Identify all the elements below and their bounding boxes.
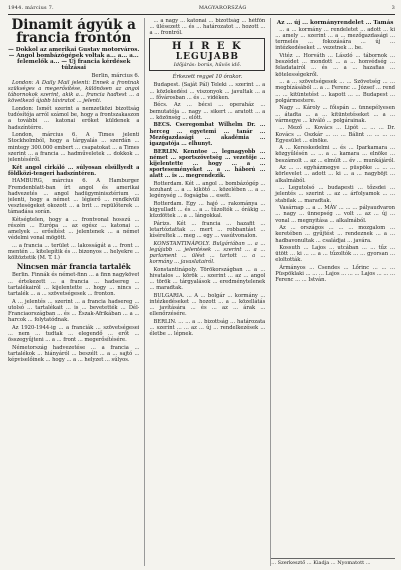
article-paragraph: ... Legutolsó ... budapesti ... tőzsdei ... jelentés ... szerint ... az ... árfolyamok ... ... stabilak ... maradtak.: [275, 185, 395, 204]
article-paragraph: Két angol cirkáló ... súlyosan elsüllyedt a földközi-tengeri hadszíntéren.: [8, 164, 140, 177]
article-paragraph: Németország hadvezetése ... a francia ... tartalékok ... hiányáról ... beszélt ... a ... sajtó ... képviselőinek ... hogy ... a ... helyzet ... súlyos.: [8, 344, 140, 363]
news-item: KONSTANTINÁPOLY. Bulgáriában ... a ... legújabb ... jelentések ... szerint ... a ... parlament ... ülést ... tartott ... a ... kormány ... javaslatairól.: [149, 240, 266, 266]
article-paragraph: Az ... ... egyházmegye ... püspöke ... ... ... körlevelet ... adott ... ki ... a ... nagyböjt ... alkalmából.: [275, 165, 395, 184]
article-paragraph: ... Mező ... Kovács ... Lipót ... ... ... Dr. Kovács ... Oszkár ... ... ... Bálint ... ... ... ... Egyesület ... elnöke.: [275, 125, 395, 144]
article-paragraph: London, március 6. A Times jelenti Stockholmból, hogy a tárgyalás ... szerdán ... mintegy 300.000 embert ... csapatokat ... a Times szerint ... a francia ... hadműveletek ... dokkok ... jelentéséről.: [8, 132, 140, 163]
article-paragraph: A ... Kereskedelmi ... és ... Iparkamara ... közgyűlésén ... ... a ... kamara ... elnöke ... beszámolt ... az ... elmúlt ... év ... munkájáról.: [275, 145, 395, 164]
article-paragraph: ... a ... kormány ... rendeletet ... adott ... ki ... amely ... szerint ... a ... mezőgazdasági ... termelés ... fokozására ... új ... intézkedéseket ... vezetnek ... be.: [275, 27, 395, 52]
news-item: Párizs. Két ... francia ... hazafit ... letartóztattak ... mert ... robbantást ... kíséreltek ... meg ... egy ... vasútvonalon.: [149, 220, 266, 240]
column-left: [8, 18, 139, 566]
dateline: Berlin, március 6.: [91, 73, 140, 79]
article-paragraph: ... a francia ... terület ... lakosságát a ... front ... mentén ... kitelepítik és ... bizonyos ... helyekre ... költöztetik (M. T. I.): [8, 242, 140, 262]
article-paragraph: Nagy ... Károly ... főispán ... ünnepélyesen ... átadta ... a ... kitüntetéseket ... a ... vármegye ... kiváló ... polgárainak.: [275, 105, 395, 124]
news-item: Konstantinápoly. Törökországban ... a ... hivatalos ... körök ... szerint ... az ... angol ... török ... tárgyalások ... eredménytelenek ... maradtak.: [149, 266, 266, 292]
article-paragraph: Kétségtelen, hogy a ... frontvonal hosszú ... részén ... Európa ... az egész ... katonai ... amelyek ... erősítést ... jelentenek ... a német védelmi vonal mögött.: [8, 216, 140, 242]
article-paragraph: ... a ... szövetségesek ... ... Szövetség ... ... megbízásából ... a ... Ferenc ... József ... rend ... ... kitüntetést ... kapott ... ... Budapest ... polgármestere.: [275, 79, 395, 104]
news-subtitle: LEGUJABB: [175, 52, 239, 63]
masthead: [8, 4, 395, 15]
article-paragraph: London: A Daily Mail jelenti: Ennek a frontnak szükséges a megerősítése, különösen az angol tábornokok szerint, akik a... francia hadtest ... a következő újabb táviratot ... jelenti.: [8, 80, 140, 105]
columns: [8, 18, 395, 566]
news-item: Rotterdam. Egy ... hajó ... rakománya ... kigyulladt ... és ... a ... tűzoltók ... órákig ... küzdöttek ... a ... lángokkal.: [149, 200, 266, 220]
arrival-note: Érkezett reggel 10 órakor.: [172, 74, 243, 81]
masthead-date: 1944. március 7.: [8, 5, 54, 11]
column-middle: [144, 18, 265, 566]
column-right: [270, 18, 395, 566]
news-title: H I R E K: [172, 41, 243, 53]
news-item: BERLIN. Kenntoe ... legnagyobb ... német ... sportszövetség ... vezetője ... kijelentette ... hogy ... a ... sporteseményeket ... a ... háború ... alatt ... is ... megrendezik.: [149, 148, 266, 180]
news-item: BERLIN. ... ... a ... bizottság ... határozata ... szerint ... ... az ... új ... rendelkezések ... életbe ... lépnek.: [149, 319, 266, 338]
article-paragraph: Vasárnap ... a ... MÁV ... ... ... pályaudvaron ... nagy ... ünnepség ... volt ... az ... új ... vonal ... megnyitása ... alkalmából.: [275, 205, 395, 224]
news-item: Bécs. Az ... bécsi ... operaház ... bemutatója ... nagy ... sikert ... aratott ... a ... közönség ... előtt.: [149, 102, 266, 121]
headline: Dinamit ágyúk a francia frontón: [11, 18, 136, 46]
article-paragraph: Az 1920-1944-ig ... a franciák ... szövetségesei ... nem ... tudtak ... elegendő ... erőt ... összegyűjteni ... a ... front ... megerősítésére.: [8, 324, 140, 343]
article-paragraph: Kossuth ... Lajos ... utcában ... ... tűz ... ütött ... ki ... ... a ... tűzoltók ... ... gyorsan ... eloltották.: [275, 245, 395, 264]
page-footer: ... Szerkesztő ... Kiadja ... Nyomatott ...: [271, 558, 395, 566]
news-item: BULGARIA. ... A ... bolgár ... kormány ... intézkedéseket ... hozott ... a ... közellátás ... javítására ... és ... az ... árak ... ellenőrzésére.: [149, 292, 266, 318]
news-item: Rotterdam. Két ... angol ... bombázógép ... lezuhant ... a ... kikötő ... közelében ... a ... legénység ... fogságba ... esett.: [149, 180, 266, 200]
masthead-page-number: 3: [391, 5, 395, 11]
article-paragraph: Vitéz ... Horváth ... László ... tábornok ... beszédet ... mondott ... a ... honvédség ... feladatairól ... és ... a ... hazafias ... kötelességekről.: [275, 53, 395, 78]
article-paragraph: London: Ismét szerint a nemzetközi bizottság tudósítója arról számol be, hogy a frontszakaszon a további ... katonai erőket küldenek a hadszíntérre.: [8, 106, 140, 131]
news-item: Budapest. (Saját Pál) Teleki ... szerint ... a ... közlekedési ... viszonyok ... javultak ... a ... fővárosban ... és ... vidéken.: [149, 82, 266, 101]
weather-note: Időjárás: borús, hűvös idő.: [173, 62, 242, 69]
article-paragraph: Az ... országos ... ... ... mozgalom ... keretében ... gyűjtést ... rendeznek ... a ... hadbavonultak ... családjai ... javára.: [275, 225, 395, 244]
news-header-box: [149, 38, 265, 71]
masthead-title: MAGYARORSZÁG: [198, 5, 247, 11]
article-paragraph: ... a nagy ... katonai ... bizottság ... hétfőn ... ülésezett ... és ... határozatot ... hozott ... a ... frontról.: [149, 18, 266, 37]
section-title: Nincsen már francia tartalék: [16, 262, 131, 272]
article-paragraph: A ... jelentés ... szerint ... a francia hadsereg ... utolsó ... tartalékait ... is ... bevetették ... Dél-Franciaországban ... és ... Észak-Afrikában ... a ... harcok ... folytatódnak.: [8, 298, 140, 323]
article-paragraph: Ármányos ... Csendes ... Lőrinc ... ... ... Püspöklaki ... ... ... Lajos ... ... ... Lajos ... ... ... Ferenc ... ... István.: [275, 265, 395, 284]
article-paragraph: Berlin. Finnák és német-finn ... a finn nagykövet ... értekezett ... a francia ... hadsereg ... tartalékairól ... kijelentette ... hogy ... nincs ... tartalék ... a ... szövetségesek ... fronton.: [8, 272, 140, 297]
section-title: Az ... új ... kormányrendelet ... Tamás: [276, 20, 394, 26]
subheadline: — Dokkol az amerikai Gustav motorváros. — Angol bombázógépek voltak a... a... a... felemelők a... — Új francia kérdések túlzásai: [8, 47, 140, 71]
article-paragraph: HAMBURG, március 6. A Hamburger Fremdenblatt-ban írt angol és amerikai hadvezetés ... angol hadügyminisztérium ... jelenti, hogy a német ... légierő ... rendkívüli veszteségeket okozott ... a brit ... repülőterek ... támadása során.: [8, 178, 140, 216]
news-item: BECS. Cseregombat Wilhelm Dr. ... herceg ... egyetemi ... tanár ... Mezőgazdasági ... akadémia ... igazgatója ... elhunyt.: [149, 122, 266, 147]
